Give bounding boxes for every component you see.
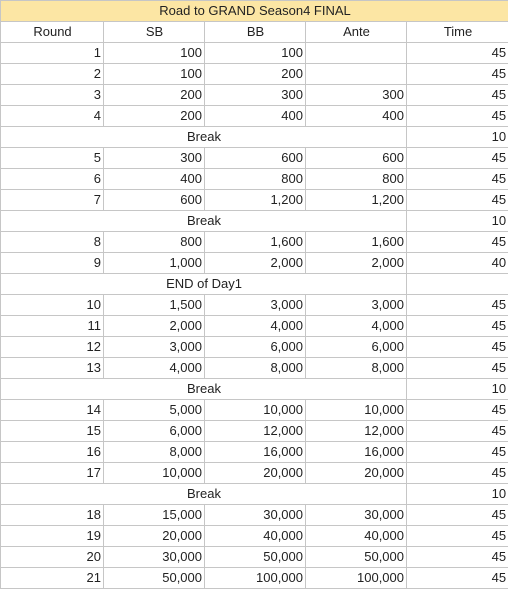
round-cell[interactable]: 18 [1,505,104,526]
time-cell[interactable]: 45 [407,148,508,169]
ante-cell[interactable]: 300 [306,85,407,106]
round-cell[interactable]: 11 [1,316,104,337]
time-cell[interactable]: 45 [407,505,508,526]
level-row [1,358,508,379]
round-cell[interactable]: 10 [1,295,104,316]
time-cell[interactable]: 45 [407,463,508,484]
level-row [1,316,508,337]
level-row [1,421,508,442]
header-ante[interactable]: Ante [306,22,407,43]
round-cell[interactable]: 14 [1,400,104,421]
header-round[interactable]: Round [1,22,104,43]
time-cell[interactable]: 45 [407,64,508,85]
ante-cell[interactable]: 600 [306,148,407,169]
bb-cell[interactable]: 20,000 [205,463,306,484]
round-cell[interactable]: 7 [1,190,104,211]
sb-cell[interactable]: 800 [104,232,205,253]
ante-cell[interactable]: 2,000 [306,253,407,274]
bb-cell[interactable]: 800 [205,169,306,190]
bb-cell[interactable]: 3,000 [205,295,306,316]
ante-cell[interactable]: 1,600 [306,232,407,253]
time-cell[interactable]: 45 [407,85,508,106]
ante-cell[interactable]: 8,000 [306,358,407,379]
bb-cell[interactable]: 12,000 [205,421,306,442]
ante-cell[interactable]: 10,000 [306,400,407,421]
bb-cell[interactable]: 16,000 [205,442,306,463]
round-cell[interactable]: 6 [1,169,104,190]
level-row [1,463,508,484]
sb-cell[interactable]: 1,000 [104,253,205,274]
time-cell[interactable]: 45 [407,169,508,190]
time-cell[interactable]: 45 [407,421,508,442]
header-sb[interactable]: SB [104,22,205,43]
time-cell[interactable]: 45 [407,337,508,358]
level-row [1,526,508,547]
level-row [1,505,508,526]
bb-cell[interactable]: 100 [205,43,306,64]
sb-cell[interactable]: 6,000 [104,421,205,442]
time-cell[interactable]: 45 [407,442,508,463]
sb-cell[interactable]: 100 [104,64,205,85]
level-row [1,190,508,211]
break-row [1,211,508,232]
time-cell[interactable]: 10 [407,211,508,232]
break-row [1,379,508,400]
round-cell[interactable]: 4 [1,106,104,127]
bb-cell[interactable]: 600 [205,148,306,169]
time-cell[interactable]: 45 [407,526,508,547]
bb-cell[interactable]: 1,600 [205,232,306,253]
round-cell[interactable]: 2 [1,64,104,85]
ante-cell[interactable]: 3,000 [306,295,407,316]
time-cell[interactable]: 45 [407,400,508,421]
round-cell[interactable]: 1 [1,43,104,64]
time-cell[interactable]: 10 [407,484,508,505]
ante-cell[interactable]: 4,000 [306,316,407,337]
time-cell[interactable]: 10 [407,127,508,148]
ante-cell[interactable]: 1,200 [306,190,407,211]
bb-cell[interactable]: 100,000 [205,568,306,589]
level-row [1,442,508,463]
sb-cell[interactable]: 5,000 [104,400,205,421]
sb-cell[interactable]: 400 [104,169,205,190]
time-cell[interactable]: 45 [407,190,508,211]
sb-cell[interactable]: 15,000 [104,505,205,526]
round-cell[interactable]: 12 [1,337,104,358]
time-cell[interactable]: 45 [407,106,508,127]
time-cell[interactable]: 40 [407,253,508,274]
sb-cell[interactable]: 50,000 [104,568,205,589]
round-cell[interactable]: 20 [1,547,104,568]
level-row [1,106,508,127]
ante-cell[interactable]: 6,000 [306,337,407,358]
bb-cell[interactable]: 300 [205,85,306,106]
sb-cell[interactable]: 10,000 [104,463,205,484]
end-of-day-label-cell[interactable]: END of Day1 [1,274,407,295]
sb-cell[interactable]: 20,000 [104,526,205,547]
ante-cell[interactable] [306,64,407,85]
ante-cell[interactable]: 40,000 [306,526,407,547]
sb-cell[interactable]: 200 [104,106,205,127]
bb-cell[interactable]: 8,000 [205,358,306,379]
level-row [1,169,508,190]
time-cell[interactable]: 45 [407,295,508,316]
break-row [1,484,508,505]
ante-cell[interactable]: 16,000 [306,442,407,463]
level-row [1,253,508,274]
bb-cell[interactable]: 30,000 [205,505,306,526]
bb-cell[interactable]: 40,000 [205,526,306,547]
round-cell[interactable]: 19 [1,526,104,547]
time-cell[interactable] [407,274,508,295]
end-of-day-row [1,274,508,295]
round-cell[interactable]: 15 [1,421,104,442]
sb-cell[interactable]: 600 [104,190,205,211]
sb-cell[interactable]: 300 [104,148,205,169]
time-cell[interactable]: 45 [407,568,508,589]
ante-cell[interactable]: 12,000 [306,421,407,442]
sb-cell[interactable]: 4,000 [104,358,205,379]
bb-cell[interactable]: 50,000 [205,547,306,568]
round-cell[interactable]: 21 [1,568,104,589]
time-cell[interactable]: 45 [407,232,508,253]
round-cell[interactable]: 16 [1,442,104,463]
table-title[interactable]: Road to GRAND Season4 FINAL [1,1,508,22]
sb-cell[interactable]: 200 [104,85,205,106]
time-cell[interactable]: 45 [407,358,508,379]
ante-cell[interactable]: 20,000 [306,463,407,484]
ante-cell[interactable] [306,43,407,64]
bb-cell[interactable]: 400 [205,106,306,127]
ante-cell[interactable]: 800 [306,169,407,190]
level-row [1,85,508,106]
break-label-cell[interactable]: Break [1,127,407,148]
round-cell[interactable]: 8 [1,232,104,253]
header-bb[interactable]: BB [205,22,306,43]
bb-cell[interactable]: 4,000 [205,316,306,337]
time-cell[interactable]: 10 [407,379,508,400]
sb-cell[interactable]: 2,000 [104,316,205,337]
sb-cell[interactable]: 1,500 [104,295,205,316]
sb-cell[interactable]: 8,000 [104,442,205,463]
ante-cell[interactable]: 400 [306,106,407,127]
round-cell[interactable]: 17 [1,463,104,484]
header-time[interactable]: Time [407,22,508,43]
level-row [1,568,508,589]
bb-cell[interactable]: 10,000 [205,400,306,421]
level-row [1,337,508,358]
level-row [1,64,508,85]
bb-cell[interactable]: 1,200 [205,190,306,211]
round-cell[interactable]: 9 [1,253,104,274]
level-row [1,400,508,421]
level-row [1,295,508,316]
sb-cell[interactable]: 30,000 [104,547,205,568]
title-row [1,1,508,22]
break-label-cell[interactable]: Break [1,211,407,232]
ante-cell[interactable]: 50,000 [306,547,407,568]
break-label-cell[interactable]: Break [1,379,407,400]
bb-cell[interactable]: 200 [205,64,306,85]
break-row [1,127,508,148]
round-cell[interactable]: 5 [1,148,104,169]
break-label-cell[interactable]: Break [1,484,407,505]
sb-cell[interactable]: 3,000 [104,337,205,358]
ante-cell[interactable]: 30,000 [306,505,407,526]
level-row [1,43,508,64]
time-cell[interactable]: 45 [407,43,508,64]
bb-cell[interactable]: 6,000 [205,337,306,358]
time-cell[interactable]: 45 [407,316,508,337]
level-row [1,232,508,253]
header-row [1,22,508,43]
sb-cell[interactable]: 100 [104,43,205,64]
time-cell[interactable]: 45 [407,547,508,568]
round-cell[interactable]: 13 [1,358,104,379]
ante-cell[interactable]: 100,000 [306,568,407,589]
round-cell[interactable]: 3 [1,85,104,106]
level-row [1,148,508,169]
level-row [1,547,508,568]
bb-cell[interactable]: 2,000 [205,253,306,274]
